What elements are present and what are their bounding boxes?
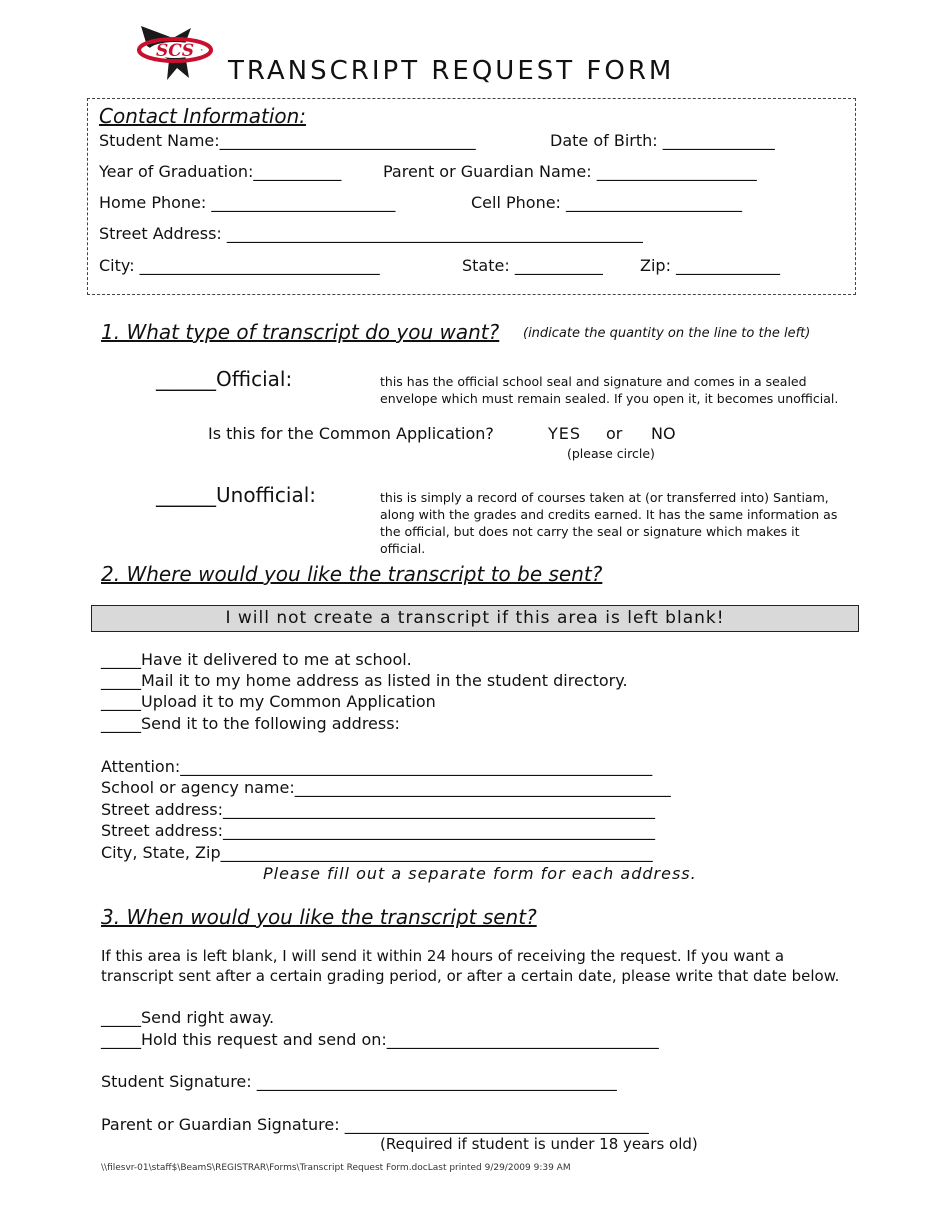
yes-option[interactable]: YES [548, 424, 582, 443]
no-option[interactable]: NO [651, 424, 676, 443]
send-right-away-option[interactable]: _____Send right away. [101, 1008, 275, 1027]
or-text: or [606, 424, 623, 443]
state-field[interactable]: State: ___________ [462, 256, 603, 275]
street-address-field[interactable]: Street Address: ____________________________________________________ [99, 224, 643, 243]
separate-form-note: Please fill out a separate form for each address. [263, 864, 697, 883]
street-address-2-field[interactable]: Street address:______________________________________________________ [101, 821, 655, 840]
official-quantity[interactable]: ______Official: [156, 367, 293, 391]
grad-year-field[interactable]: Year of Graduation:___________ [99, 162, 342, 181]
parent-signature-field[interactable]: Parent or Guardian Signature: ______________________________________ [101, 1115, 649, 1134]
attention-field[interactable]: Attention:___________________________________________________________ [101, 757, 653, 776]
section1-heading: 1. What type of transcript do you want? [101, 320, 500, 344]
city-state-zip-field[interactable]: City, State, Zip______________________________________________________ [101, 843, 653, 862]
school-logo [133, 20, 217, 84]
option-send-address[interactable]: _____Send it to the following address: [101, 714, 400, 733]
hold-request-field[interactable]: _____Hold this request and send on:__________________________________ [101, 1030, 659, 1049]
school-agency-field[interactable]: School or agency name:_______________________________________________ [101, 778, 671, 797]
official-description: this has the official school seal and signature and comes in a sealed envelope which must remain sealed. If you open it, it becomes unofficial. [380, 374, 839, 406]
common-app-question: Is this for the Common Application? [208, 424, 494, 443]
footer-path: \\filesvr-01\staff$\BeamS\REGISTRAR\Forms\Transcript Request Form.docLast printed 9/29/2009 9:39 AM [101, 1163, 571, 1173]
section3-paragraph: If this area is left blank, I will send it within 24 hours of receiving the request. If you want a transcript sent after a certain grading period, or after a certain date, please write that date below. [101, 947, 840, 985]
circle-note: (please circle) [567, 446, 655, 461]
section3-heading: 3. When would you like the transcript sent? [101, 905, 537, 929]
student-signature-field[interactable]: Student Signature: _____________________________________________ [101, 1072, 617, 1091]
parent-name-field[interactable]: Parent or Guardian Name: ____________________ [383, 162, 757, 181]
option-upload-common-app[interactable]: _____Upload it to my Common Application [101, 692, 436, 711]
warning-banner: I will not create a transcript if this area is left blank! [91, 605, 859, 632]
cell-phone-field[interactable]: Cell Phone: ______________________ [471, 193, 743, 212]
form-title: TRANSCRIPT REQUEST FORM [228, 56, 675, 86]
section1-note: (indicate the quantity on the line to the left) [523, 326, 811, 341]
section2-heading: 2. Where would you like the transcript to be sent? [101, 562, 603, 586]
dob-field[interactable]: Date of Birth: ______________ [550, 131, 775, 150]
student-name-field[interactable]: Student Name:________________________________ [99, 131, 476, 150]
home-phone-field[interactable]: Home Phone: _______________________ [99, 193, 396, 212]
contact-heading: Contact Information: [99, 104, 307, 128]
logo-text: SCS [155, 41, 195, 61]
required-note: (Required if student is under 18 years old) [380, 1135, 698, 1153]
zip-field[interactable]: Zip: _____________ [640, 256, 781, 275]
unofficial-description: this is simply a record of courses taken at (or transferred into) Santiam, along with the grades and credits earned. It has the same information as the official, but does not carry the seal or signature which makes it official. [380, 490, 838, 556]
option-deliver-school[interactable]: _____Have it delivered to me at school. [101, 650, 412, 669]
eagle-logo-icon [133, 20, 217, 84]
unofficial-quantity[interactable]: ______Unofficial: [156, 483, 316, 507]
city-field[interactable]: City: ______________________________ [99, 256, 380, 275]
street-address-1-field[interactable]: Street address:______________________________________________________ [101, 800, 655, 819]
option-mail-home[interactable]: _____Mail it to my home address as listed in the student directory. [101, 671, 628, 690]
